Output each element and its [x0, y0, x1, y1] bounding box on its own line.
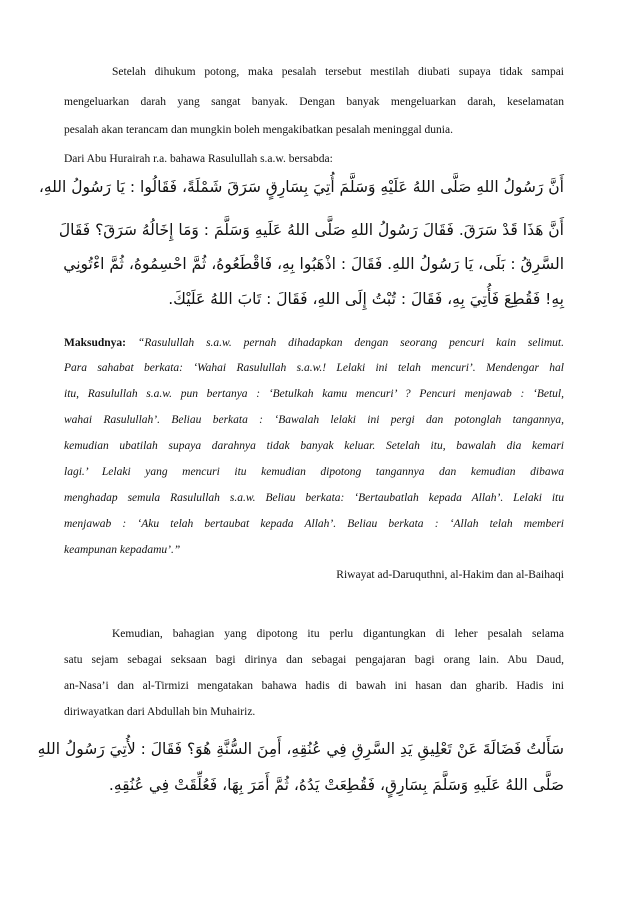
maksud-text1: “Rasulullah s.a.w. pernah dihadapkan dengan seorang pencuri kain selimut.: [137, 337, 564, 349]
maksud-line5: kemudian ubatilah supaya darahnya tidak banyak keluar. Setelah itu, bawalah dia kemari: [64, 440, 564, 452]
hadith2-line1: سَأَلتُ فَضَالَةَ عَنْ تَعْلِيقِ يَدِ السَّرِقِ فِي عُنُقِهِ، أَمِنَ السُّنَّةِ هُوَ؟ فَقَالَ : لأُتِيَ رَسُولُ اللهِ: [37, 740, 564, 758]
maksud-line3: itu, Rasulullah s.a.w. pun bertanya : ‘Betulkah kamu mencuri’ ? Pencuri menjawab : ‘Betul,: [64, 388, 564, 400]
maksud-line8: menjawab : ‘Aku telah bertaubat kepada Allah’. Beliau berkata : ‘Allah telah memberi: [64, 518, 564, 530]
para2-line4: diriwayatkan dari Abdullah bin Muhairiz.: [64, 706, 256, 718]
maksud-line1: [64, 337, 564, 349]
intro-text: Dari Abu Hurairah r.a. bahawa Rasulullah s.a.w. bersabda:: [64, 153, 333, 165]
hadith1-line2: أَنَّ هَذَا قَدْ سَرَقَ. فَقَالَ رَسُولُ اللهِ صَلَّى اللهُ عَلَيهِ وَسَلَّمَ : وَمَا إِخَالُهُ سَرَقَ؟ فَقَالَ: [58, 221, 564, 239]
maksud-line2: Para sahabat berkata: ‘Wahai Rasulullah s.a.w.! Lelaki ini telah mencuri’. Mendengar hal: [64, 362, 564, 374]
para2-line3: an-Nasa’i dan al-Tirmizi mengatakan bahawa hadis di bawah ini hasan dan gharib. Hadis ini: [64, 680, 564, 692]
maksud-line7: menghadap semula Rasulullah s.a.w. Beliau berkata: ‘Bertaubatlah kepada Allah’. Lelaki itu: [64, 492, 564, 504]
para2-line2: satu sejam sebagai seksaan bagi dirinya dan sebagai pengajaran bagi orang lain. Abu Daud,: [64, 654, 564, 666]
source-citation: Riwayat ad-Daruquthni, al-Hakim dan al-Baihaqi: [336, 569, 564, 581]
hadith1-line4: بِهِ! فَقُطِعَ فَأُتِيَ بِهِ، فَقَالَ : تُبْتُ إِلَى اللهِ، فَقَالَ : تَابَ اللهُ عَلَيْكَ.: [168, 290, 564, 308]
para1-line1: Setelah dihukum potong, maka pesalah tersebut mestilah diubati supaya tidak sampai: [112, 66, 564, 78]
para2-line1: Kemudian, bahagian yang dipotong itu perlu digantungkan di leher pesalah selama: [112, 628, 564, 640]
maksud-line9: keampunan kepadamu’.”: [64, 544, 181, 556]
para1-line2: mengeluarkan darah yang sangat banyak. Dengan banyak mengeluarkan darah, keselamatan: [64, 96, 564, 108]
hadith1-line1: أَنَّ رَسُولُ اللهِ صَلَّى اللهُ عَلَيْهِ وَسَلَّمَ أُتِيَ بِسَارِقٍ سَرَقَ شَمْلَةً، فَقَالُوا : يَا رَسُولُ اللهِ،: [38, 178, 564, 196]
maksud-line4: wahai Rasulullah’. Beliau berkata : ‘Bawalah lelaki ini pergi dan potonglah tangannya,: [64, 414, 564, 426]
maksud-label: Maksudnya:: [64, 337, 126, 349]
maksud-line6: lagi.’ Lelaki yang mencuri itu kemudian dipotong tangannya dan kemudian dibawa: [64, 466, 564, 478]
para1-line3: pesalah akan terancam dan mungkin boleh mengakibatkan pesalah meninggal dunia.: [64, 124, 453, 136]
hadith1-line3: السَّرِقُ : بَلَى، يَا رَسُولُ اللهِ. فَقَالَ : اذْهَبُوا بِهِ، فَاقْطَعُوهُ، ثُمَّ احْسِمُوهُ، ثُمَّ اءْتُونِي: [63, 255, 564, 273]
hadith2-line2: صَلَّى اللهُ عَلَيهِ وَسَلَّمَ بِسَارِقٍ، فَقُطِعَتْ يَدُهُ، ثُمَّ أَمَرَ بِهَا، فَعُلِّقَتْ فِي عُنُقِهِ.: [108, 776, 564, 794]
